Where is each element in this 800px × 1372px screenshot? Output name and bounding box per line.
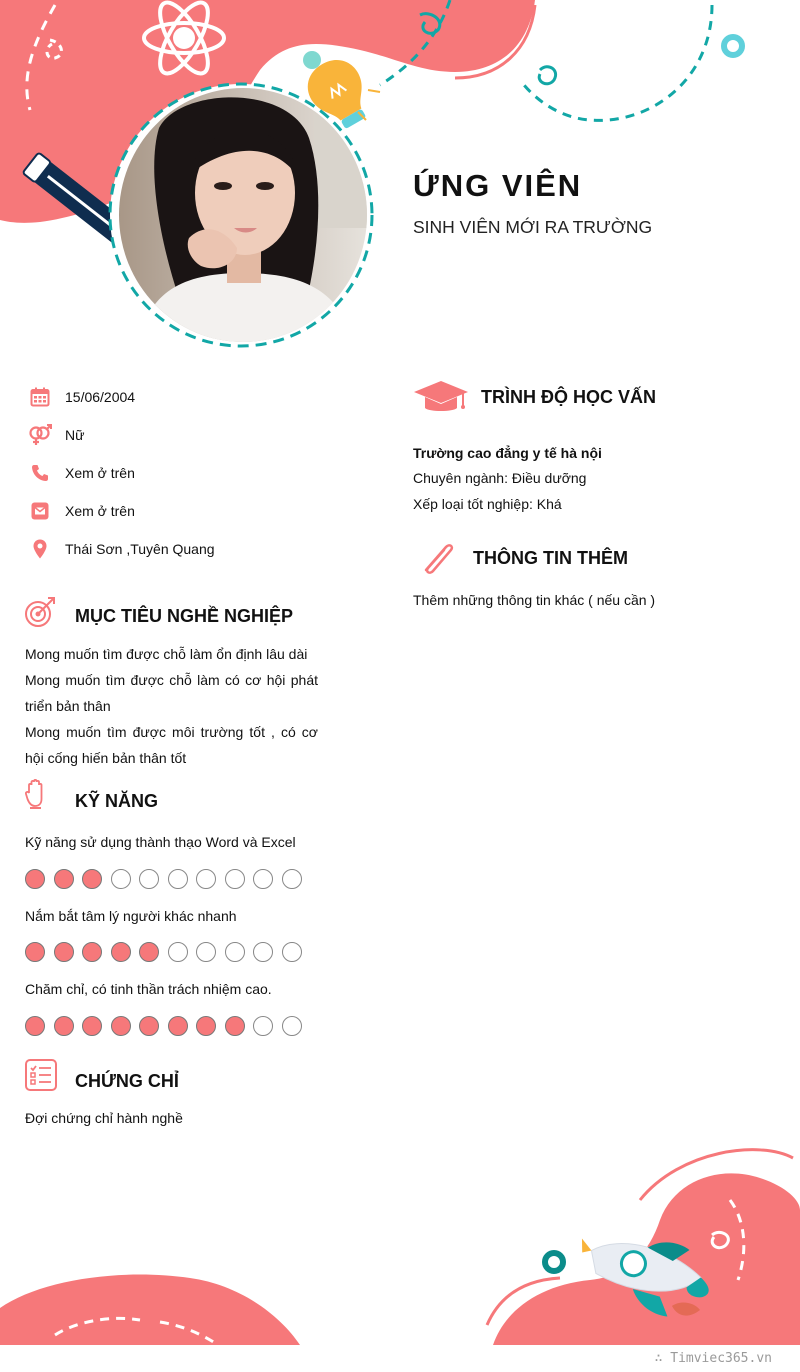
education-grade: Xếp loại tốt nghiệp: Khá — [413, 496, 562, 512]
email-icon — [28, 499, 52, 523]
skill-name: Kỹ năng sử dụng thành thạo Word và Excel — [25, 834, 296, 850]
gender-value: Nữ — [65, 427, 85, 443]
graduation-cap-icon — [413, 379, 469, 415]
skills-title: KỸ NĂNG — [75, 791, 159, 811]
rating-dot-empty — [253, 1016, 273, 1036]
certificates-title: CHỨNG CHỈ — [75, 1071, 179, 1091]
rating-dot-filled — [54, 942, 74, 962]
rating-dot-empty — [282, 1016, 302, 1036]
rating-dot-filled — [168, 1016, 188, 1036]
birthday-value: 15/06/2004 — [65, 389, 136, 405]
rating-dot-empty — [168, 869, 188, 889]
footer-decoration — [0, 1140, 800, 1372]
rating-dot-empty — [225, 869, 245, 889]
avatar-photo — [119, 88, 367, 342]
rating-dot-filled — [196, 1016, 216, 1036]
watermark: ∴ Timviec365.vn — [654, 1351, 772, 1366]
email-value: Xem ở trên — [65, 503, 135, 519]
contact-email — [28, 499, 135, 523]
gender-icon — [28, 423, 52, 447]
rating-dot-filled — [25, 942, 45, 962]
rating-dot-empty — [282, 942, 302, 962]
rating-dot-empty — [253, 942, 273, 962]
rating-dot-empty — [168, 942, 188, 962]
skill-name: Nắm bắt tâm lý người khác nhanh — [25, 908, 237, 924]
education-title: TRÌNH ĐỘ HỌC VẤN — [481, 387, 656, 407]
objective-text: Mong muốn tìm được chỗ làm ổn định lâu dài Mong muốn tìm được chỗ làm có cơ hội phát triển bản thân Mong muốn tìm được môi trường tốt , có cơ hội cống hiến bản thân tốt — [25, 646, 318, 766]
rating-dot-empty — [111, 869, 131, 889]
rating-dot-filled — [25, 1016, 45, 1036]
rating-dot-empty — [139, 869, 159, 889]
calendar-icon — [28, 385, 52, 409]
rating-dot-empty — [253, 869, 273, 889]
candidate-name: ỨNG VIÊN — [413, 168, 583, 203]
rating-dot-filled — [82, 942, 102, 962]
hand-icon — [25, 779, 47, 811]
target-icon — [24, 596, 58, 628]
rating-dot-filled — [225, 1016, 245, 1036]
skill-rating — [25, 1016, 302, 1036]
extra-title: THÔNG TIN THÊM — [473, 548, 628, 568]
phone-icon — [28, 461, 52, 485]
rating-dot-empty — [196, 942, 216, 962]
certificates-text: Đợi chứng chỉ hành nghề — [25, 1110, 183, 1126]
rating-dot-empty — [196, 869, 216, 889]
rating-dot-filled — [111, 1016, 131, 1036]
paperclip-icon — [416, 537, 458, 579]
rating-dot-filled — [25, 869, 45, 889]
rating-dot-empty — [225, 942, 245, 962]
skill-rating — [25, 942, 302, 962]
rating-dot-empty — [282, 869, 302, 889]
contact-birthday — [28, 385, 135, 409]
rating-dot-filled — [82, 1016, 102, 1036]
address-value: Thái Sơn ,Tuyên Quang — [65, 541, 215, 557]
rating-dot-filled — [111, 942, 131, 962]
rating-dot-filled — [54, 1016, 74, 1036]
rating-dot-filled — [139, 942, 159, 962]
rating-dot-filled — [82, 869, 102, 889]
candidate-position: SINH VIÊN MỚI RA TRƯỜNG — [413, 217, 653, 237]
education-school: Trường cao đẳng y tế hà nội — [413, 445, 602, 461]
objective-title: MỤC TIÊU NGHỀ NGHIỆP — [75, 606, 294, 626]
location-pin-icon — [28, 537, 52, 561]
contact-address — [28, 537, 215, 561]
skill-rating — [25, 869, 302, 889]
skill-name: Chăm chỉ, có tinh thần trách nhiệm cao. — [25, 981, 272, 997]
rating-dot-filled — [139, 1016, 159, 1036]
contact-phone — [28, 461, 135, 485]
phone-value: Xem ở trên — [65, 465, 135, 481]
rating-dot-filled — [54, 869, 74, 889]
checklist-icon — [25, 1059, 57, 1091]
education-major: Chuyên ngành: Điều dưỡng — [413, 470, 587, 486]
contact-gender — [28, 423, 84, 447]
extra-text: Thêm những thông tin khác ( nếu cần ) — [413, 592, 656, 608]
